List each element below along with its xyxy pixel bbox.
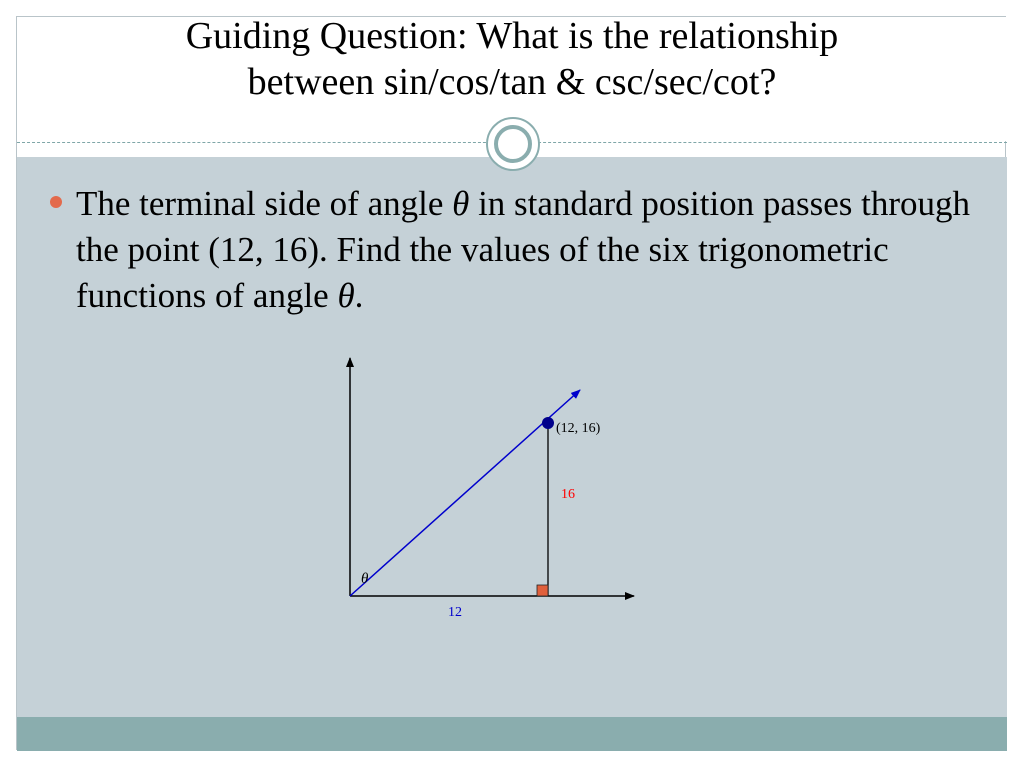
title-line-2: between sin/cos/tan & csc/sec/cot?: [247, 61, 777, 103]
vertical-side-label: 16: [561, 487, 575, 502]
right-angle-marker: [537, 585, 548, 596]
title-line-1: Guiding Question: What is the relationship: [185, 15, 839, 57]
problem-part-2: in standard position passes through the point (12, 16). Find the values of the six trigonometric functions of angle: [76, 184, 970, 315]
problem-part-3: .: [354, 276, 364, 315]
point-marker: [542, 417, 554, 429]
angle-label: θ: [361, 571, 369, 587]
theta-symbol: θ: [337, 276, 355, 315]
theta-symbol: θ: [452, 184, 470, 223]
point-label: (12, 16): [556, 421, 601, 436]
problem-part-1: The terminal side of angle: [76, 184, 453, 223]
horizontal-side-label: 12: [448, 605, 462, 620]
